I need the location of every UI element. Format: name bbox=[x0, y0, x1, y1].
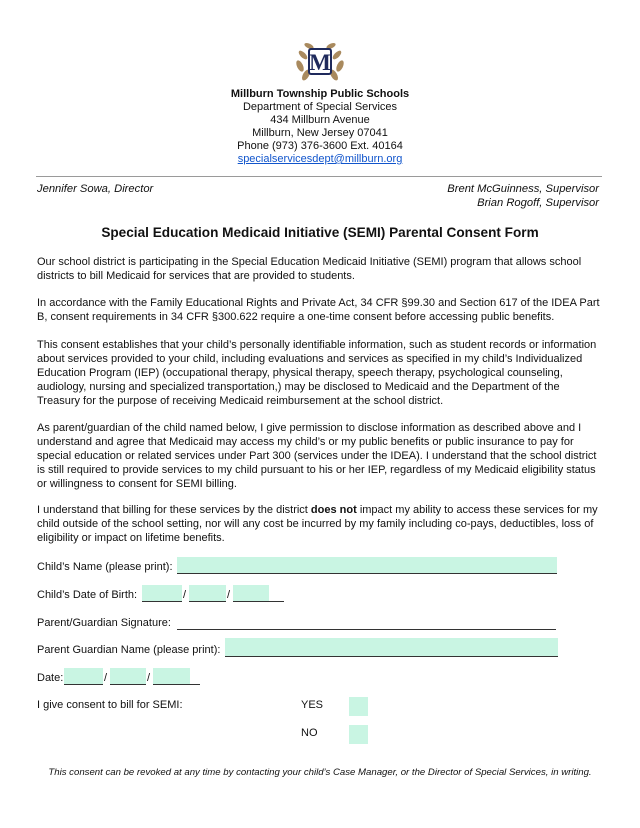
org-name: Millburn Township Public Schools bbox=[230, 88, 410, 100]
dob-year-field[interactable] bbox=[233, 585, 269, 602]
paragraph-3: This consent establishes that your child’s personally identifiable information, such as student records or information about services provided to your child, including evaluations and services as specified in my child’s Individualized Education Program (IEP) (occupational therapy, physical therapy, speech therapy, psychological counseling, audiology, nursing and specialized transportation,) may be disclosed to Medicaid and the Department of the Treasury for the purpose of receiving Medicaid reimbursement at the school district. bbox=[37, 339, 597, 407]
date-year-underline bbox=[190, 668, 200, 685]
consent-label: I give consent to bill for SEMI: bbox=[37, 699, 183, 711]
dob-label: Child’s Date of Birth: bbox=[37, 589, 138, 601]
no-checkbox[interactable] bbox=[349, 725, 368, 744]
dob-month-field[interactable] bbox=[142, 585, 182, 602]
phone: Phone (973) 376-3600 Ext. 40164 bbox=[237, 140, 403, 152]
district-logo bbox=[294, 40, 346, 84]
email-row bbox=[0, 153, 640, 166]
date-year-field[interactable] bbox=[153, 668, 190, 685]
dob-day-field[interactable] bbox=[189, 585, 226, 602]
yes-label: YES bbox=[301, 699, 324, 711]
dob-separator-1: / bbox=[183, 589, 187, 601]
does-not-emphasis: does not bbox=[310, 504, 357, 516]
no-label: NO bbox=[301, 727, 318, 739]
child-name-label: Child’s Name (please print): bbox=[37, 561, 173, 573]
logo-letter: M bbox=[309, 50, 331, 75]
date-separator-2: / bbox=[147, 672, 151, 684]
dob-separator-2: / bbox=[227, 589, 231, 601]
header-divider bbox=[36, 176, 602, 177]
signature-label: Parent/Guardian Signature: bbox=[37, 617, 171, 629]
director-name: Jennifer Sowa, Director bbox=[37, 183, 154, 195]
date-day-field[interactable] bbox=[110, 668, 146, 685]
paragraph-5: I understand that billing for these services by the district does not impact my ability to access these services for my child outside of the school setting, nor will any cost be incurred by my family including co-pays, deductibles, loss of eligibility or impact on lifetime benefits. bbox=[37, 504, 598, 544]
street-address: 434 Millburn Avenue bbox=[270, 114, 370, 126]
date-label: Date: bbox=[37, 672, 64, 684]
paragraph-2: In accordance with the Family Educational Rights and Private Act, 34 CFR §99.30 and Section 617 of the IDEA Part B, consent requirements in 34 CFR §300.622 require a one-time consent before accessing public benefits. bbox=[37, 297, 600, 323]
signature-line[interactable] bbox=[177, 613, 556, 630]
form-title: Special Education Medicaid Initiative (SEMI) Parental Consent Form bbox=[101, 225, 539, 240]
paragraph-1: Our school district is participating in the Special Education Medicaid Initiative (SEMI) program that allows school districts to bill Medicaid for services that are provided to students. bbox=[37, 256, 582, 282]
yes-checkbox[interactable] bbox=[349, 697, 368, 716]
email-link[interactable]: specialservicesdept@millburn.org bbox=[237, 153, 403, 165]
revocation-note: This consent can be revoked at any time by contacting your child’s Case Manager, or the Director of Special Services, in writing. bbox=[48, 767, 592, 778]
guardian-name-field[interactable] bbox=[225, 638, 558, 657]
date-separator-1: / bbox=[104, 672, 108, 684]
guardian-name-label: Parent Guardian Name (please print): bbox=[37, 644, 221, 656]
supervisor-2: Brian Rogoff, Supervisor bbox=[477, 197, 599, 209]
supervisor-1: Brent McGuinness, Supervisor bbox=[447, 183, 599, 195]
child-name-field[interactable] bbox=[177, 557, 557, 574]
dob-year-underline bbox=[269, 585, 284, 602]
department: Department of Special Services bbox=[242, 101, 398, 113]
date-month-field[interactable] bbox=[64, 668, 103, 685]
city-address: Millburn, New Jersey 07041 bbox=[252, 127, 388, 139]
paragraph-4: As parent/guardian of the child named below, I give permission to disclose information as described above and I understand and agree that Medicaid may access my child’s or my public benefits or public insurance to pay for special education or related services under Part 300 (services under the IDEA). I understand that the school district is still required to provide services to my child pursuant to his or her IEP, regardless of my Medicaid eligibility status or willingness to consent for SEMI billing. bbox=[37, 422, 597, 490]
